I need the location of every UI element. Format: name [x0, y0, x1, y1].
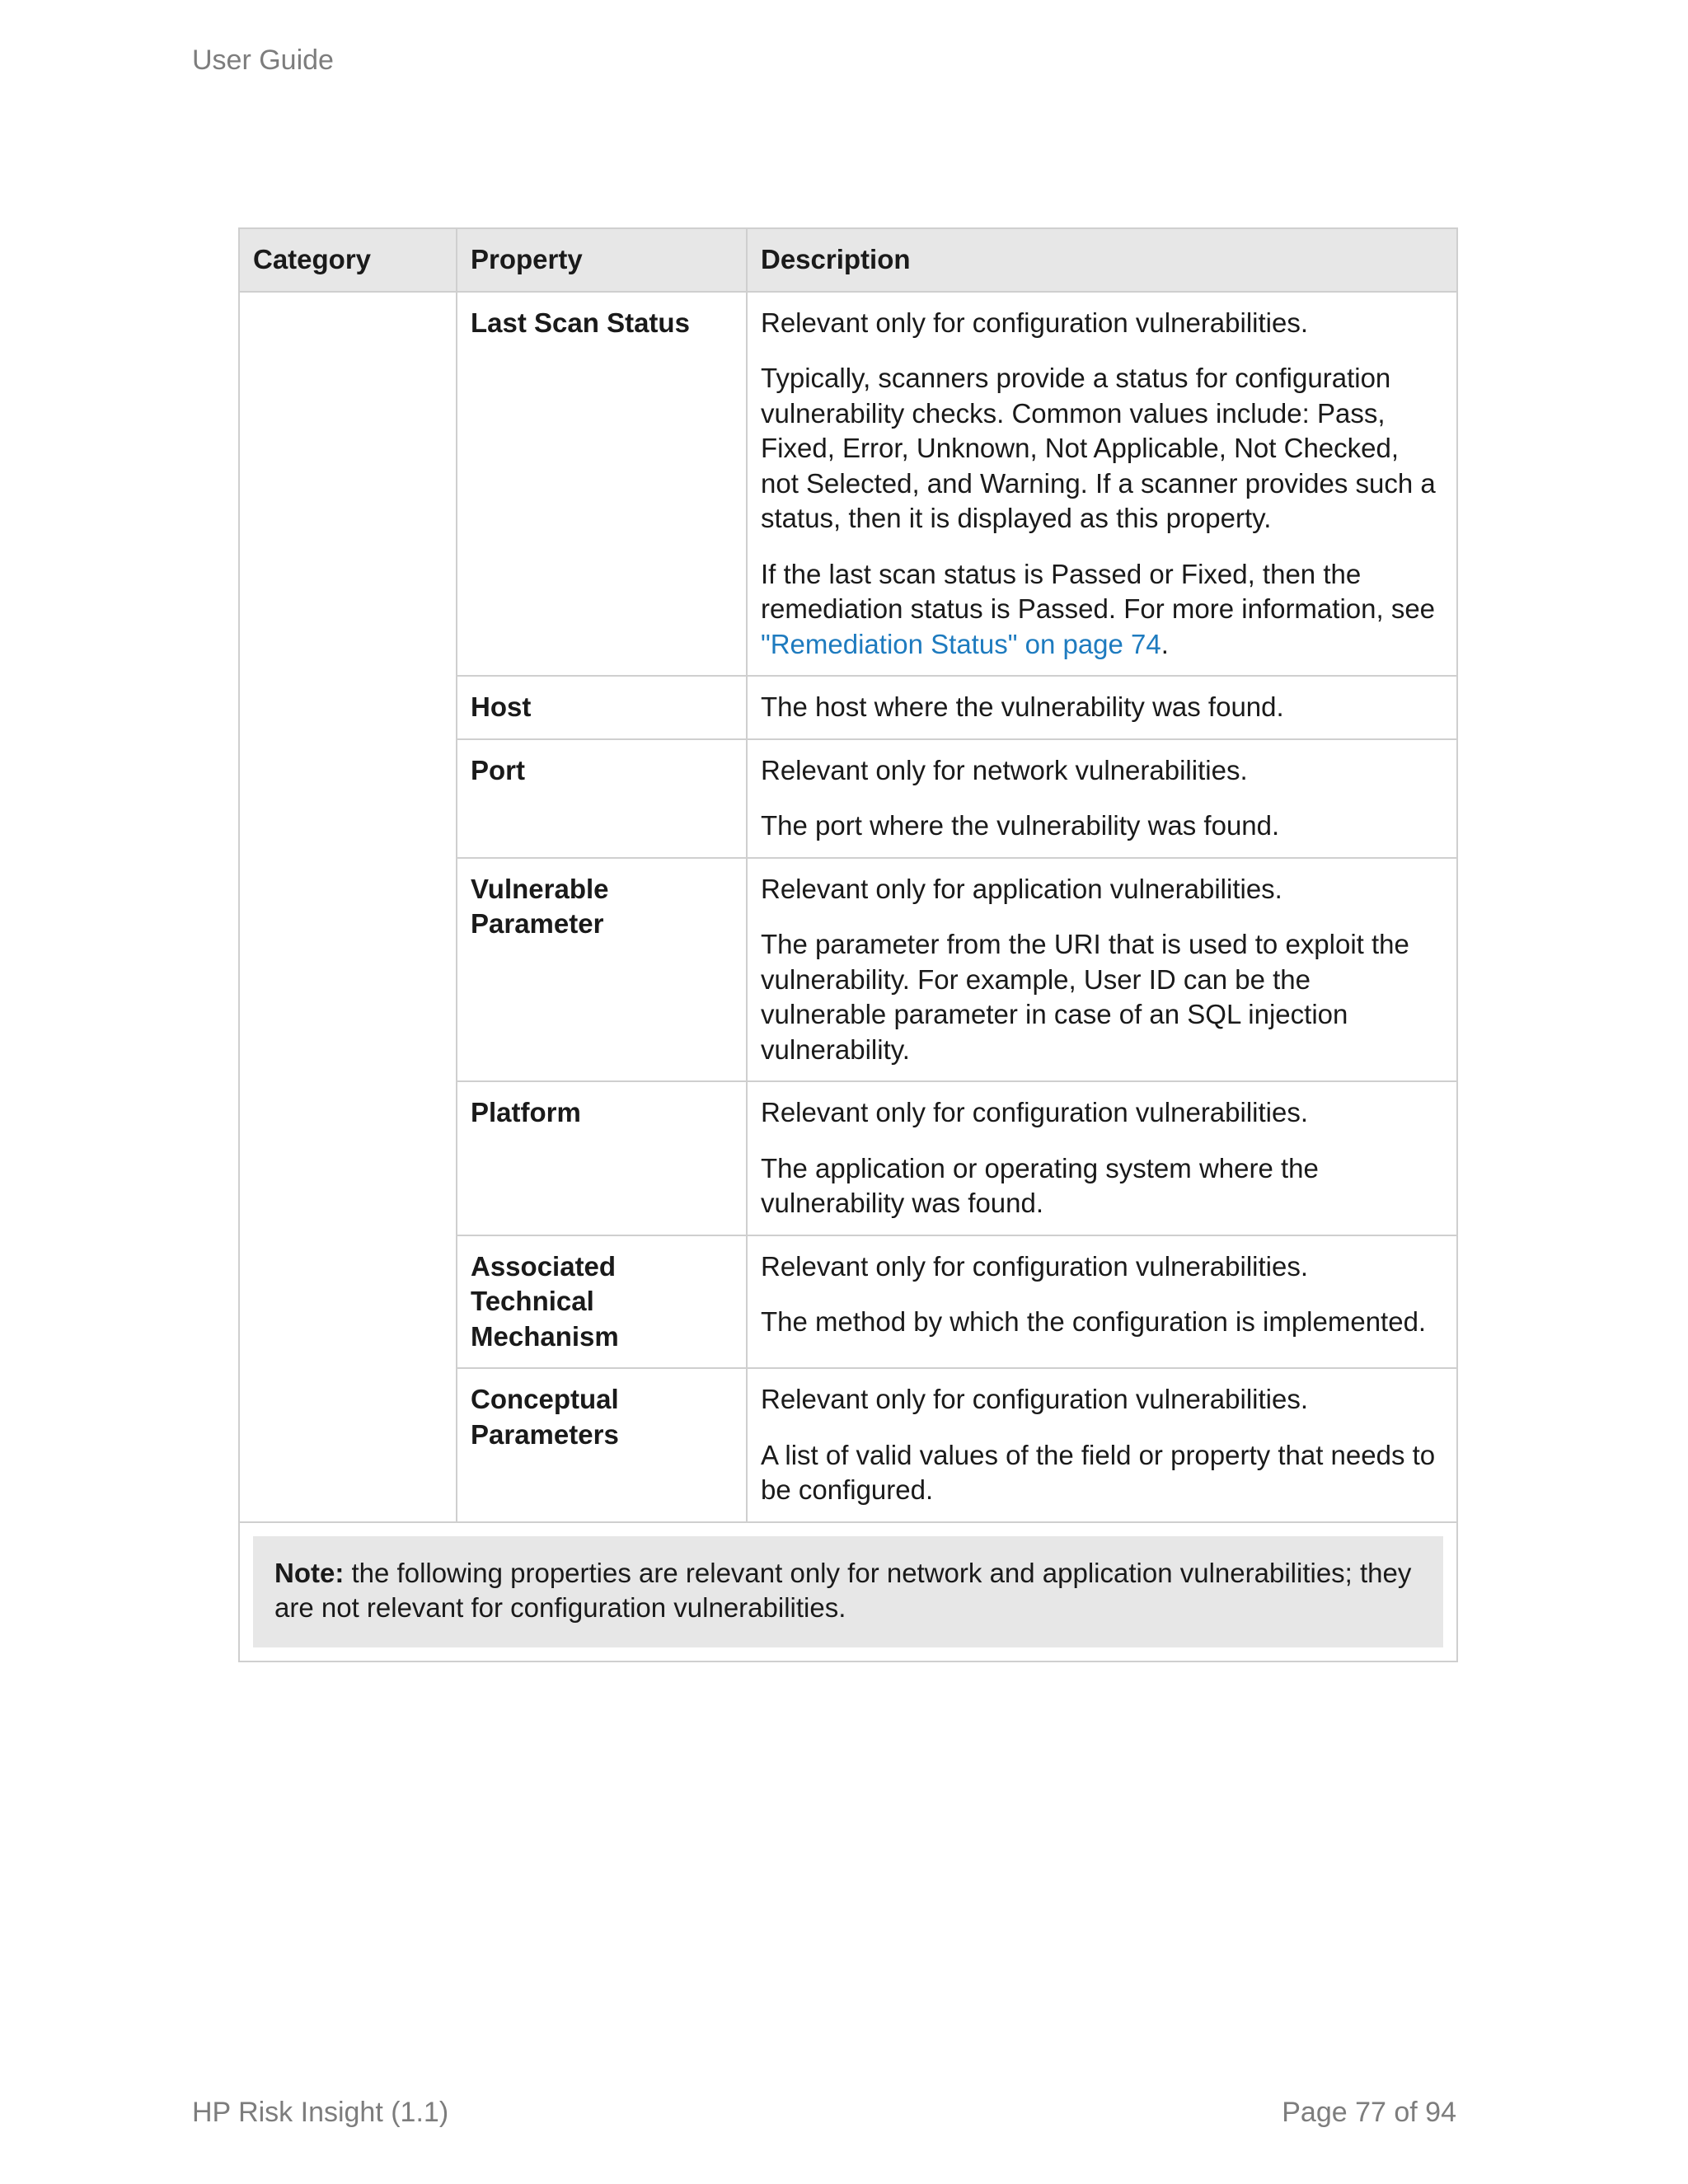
description-paragraph: [761, 557, 1443, 663]
header-category: Category: [239, 228, 457, 292]
description-paragraph: A list of valid values of the field or property that needs to be configured.: [761, 1439, 1436, 1505]
property-description: [747, 1368, 1457, 1522]
description-paragraph: Typically, scanners provide a status for configuration vulnerability checks. Common values include: Pass, Fixed, Error, Unknown, Not Applicable, Not Checked, not Selected, and Warning. If a scanner provides such a status, then it is displayed as this property.: [761, 363, 1436, 533]
property-description: [747, 292, 1457, 677]
description-paragraph: The port where the vulnerability was found.: [761, 810, 1280, 841]
running-head: User Guide: [192, 45, 334, 76]
header-property: Property: [457, 228, 747, 292]
property-name: [457, 1368, 747, 1522]
description-paragraph: [761, 1151, 1443, 1221]
table-row: [239, 292, 1457, 677]
property-name: [457, 1235, 747, 1369]
property-name: Last Scan Status: [457, 292, 747, 677]
note-label: Note:: [274, 1557, 345, 1588]
description-paragraph: The parameter from the URI that is used to exploit the vulnerability. For example, User ID can be the vulnerable parameter in case of an SQL injection vulnerability.: [761, 929, 1409, 1065]
description-paragraph: Relevant only for configuration vulnerabilities.: [761, 1384, 1309, 1414]
note-cell: [239, 1522, 1457, 1661]
property-name: Port: [457, 739, 747, 858]
description-text: If the last scan status is Passed or Fixed, then the remediation status is Passed. For more information, see: [761, 558, 1436, 624]
footer-page-number: Page 77 of 94: [1282, 2097, 1456, 2128]
property-description: [747, 1081, 1457, 1235]
description-paragraph: The host where the vulnerability was found.: [761, 691, 1284, 722]
property-name-text: Associated Technical Mechanism: [471, 1250, 619, 1352]
description-paragraph: Relevant only for network vulnerabilities.: [761, 754, 1248, 785]
properties-table: [238, 227, 1458, 1662]
link-tail: .: [1160, 628, 1169, 659]
description-paragraph: Relevant only for configuration vulnerabilities.: [761, 307, 1309, 338]
property-name: Platform: [457, 1081, 747, 1235]
property-name: [457, 858, 747, 1082]
property-description: [747, 739, 1457, 858]
description-paragraph: The method by which the configuration is implemented.: [761, 1306, 1427, 1337]
description-paragraph: Relevant only for application vulnerabilities.: [761, 873, 1282, 904]
description-paragraph: Relevant only for configuration vulnerabilities.: [761, 1097, 1309, 1127]
description-text: The application or operating system where the vulnerability was found.: [761, 1152, 1319, 1218]
header-description: Description: [747, 228, 1457, 292]
note-text: the following properties are relevant only for network and application vulnerabilities; they are not relevant for configuration vulnerabilities.: [274, 1557, 1412, 1623]
property-name: Host: [457, 676, 747, 739]
category-cell: [239, 292, 457, 1522]
footer-product: HP Risk Insight (1.1): [192, 2097, 449, 2128]
description-paragraph: Relevant only for configuration vulnerabilities.: [761, 1250, 1309, 1282]
property-name-text: Conceptual Parameters: [471, 1384, 619, 1450]
property-description: [747, 676, 1457, 739]
property-name-text: Vulnerable Parameter: [471, 873, 609, 939]
table-header-row: [239, 228, 1457, 292]
note-row: [239, 1522, 1457, 1661]
remediation-status-link[interactable]: "Remediation Status" on page 74: [761, 628, 1161, 659]
note-box: [253, 1536, 1443, 1647]
property-description: [747, 858, 1457, 1082]
property-description: [747, 1235, 1457, 1369]
